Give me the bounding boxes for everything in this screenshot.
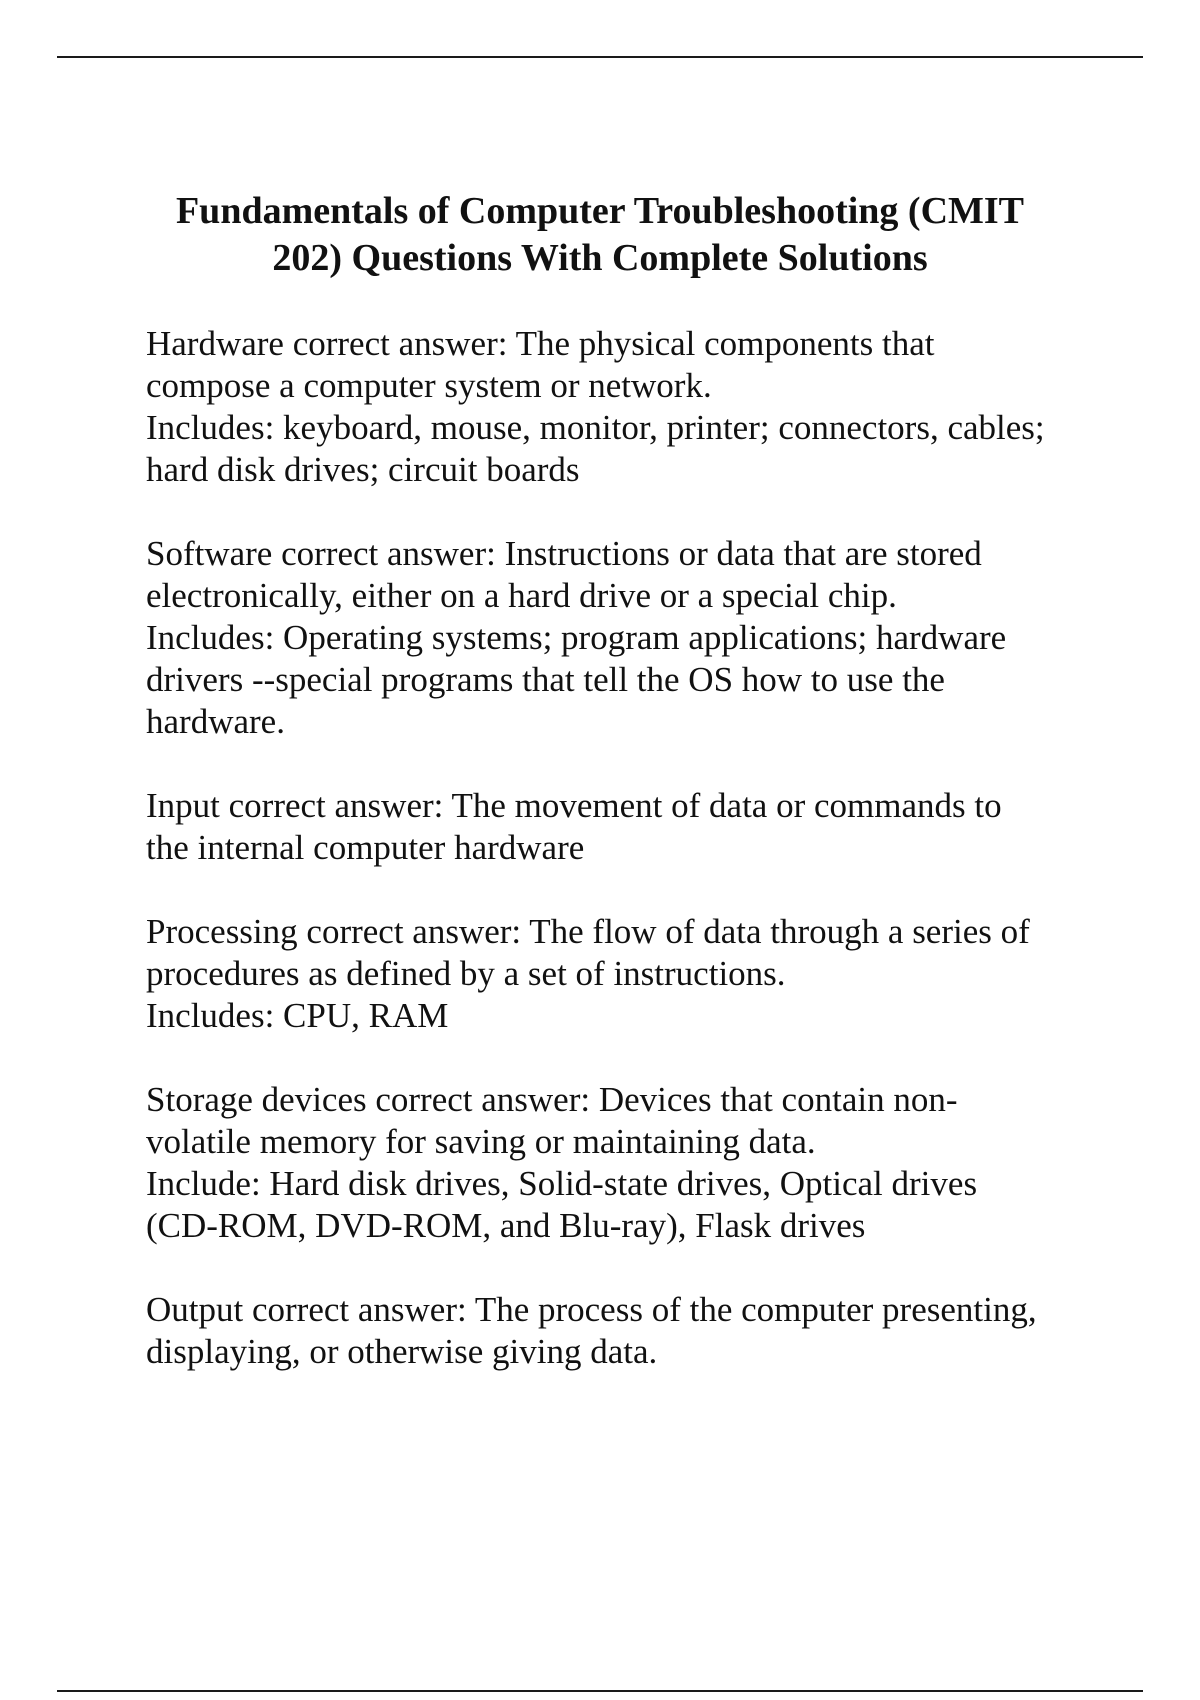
entry-line: procedures as defined by a set of instructions. <box>146 954 786 993</box>
entry-line: Hardware correct answer: The physical components that <box>146 324 935 363</box>
entry-line: Software correct answer: Instructions or data that are stored <box>146 534 982 573</box>
entry-line: Storage devices correct answer: Devices that contain non- <box>146 1080 958 1119</box>
entry-line: Output correct answer: The process of the computer presenting, <box>146 1290 1037 1329</box>
entry-line: Includes: Operating systems; program applications; hardware <box>146 618 1007 657</box>
title-line: Fundamentals of Computer Troubleshooting (CMIT <box>175 190 1025 232</box>
document-body <box>146 323 1146 1415</box>
entry-line: the internal computer hardware <box>146 828 585 867</box>
entry-output <box>146 1289 1146 1373</box>
document-title <box>140 188 1060 282</box>
title-line: 202) Questions With Complete Solutions <box>272 237 928 279</box>
entry-line: displaying, or otherwise giving data. <box>146 1332 658 1371</box>
entry-line: Input correct answer: The movement of data or commands to <box>146 786 1002 825</box>
footer-rule <box>57 1690 1143 1692</box>
entry-hardware <box>146 323 1146 491</box>
entry-line: Include: Hard disk drives, Solid-state drives, Optical drives <box>146 1164 978 1203</box>
entry-line: drivers --special programs that tell the OS how to use the <box>146 660 945 699</box>
entry-input <box>146 785 1146 869</box>
entry-software <box>146 533 1146 743</box>
entry-line: electronically, either on a hard drive or a special chip. <box>146 576 897 615</box>
entry-line: volatile memory for saving or maintaining data. <box>146 1122 816 1161</box>
entry-processing <box>146 911 1146 1037</box>
entry-storage-devices <box>146 1079 1146 1247</box>
entry-line: hard disk drives; circuit boards <box>146 450 580 489</box>
entry-line: compose a computer system or network. <box>146 366 712 405</box>
entry-line: Includes: keyboard, mouse, monitor, printer; connectors, cables; <box>146 408 1045 447</box>
entry-line: Includes: CPU, RAM <box>146 996 449 1035</box>
entry-line: (CD-ROM, DVD-ROM, and Blu-ray), Flask drives <box>146 1206 866 1245</box>
entry-line: hardware. <box>146 702 285 741</box>
header-rule <box>57 56 1143 58</box>
entry-line: Processing correct answer: The flow of data through a series of <box>146 912 1030 951</box>
